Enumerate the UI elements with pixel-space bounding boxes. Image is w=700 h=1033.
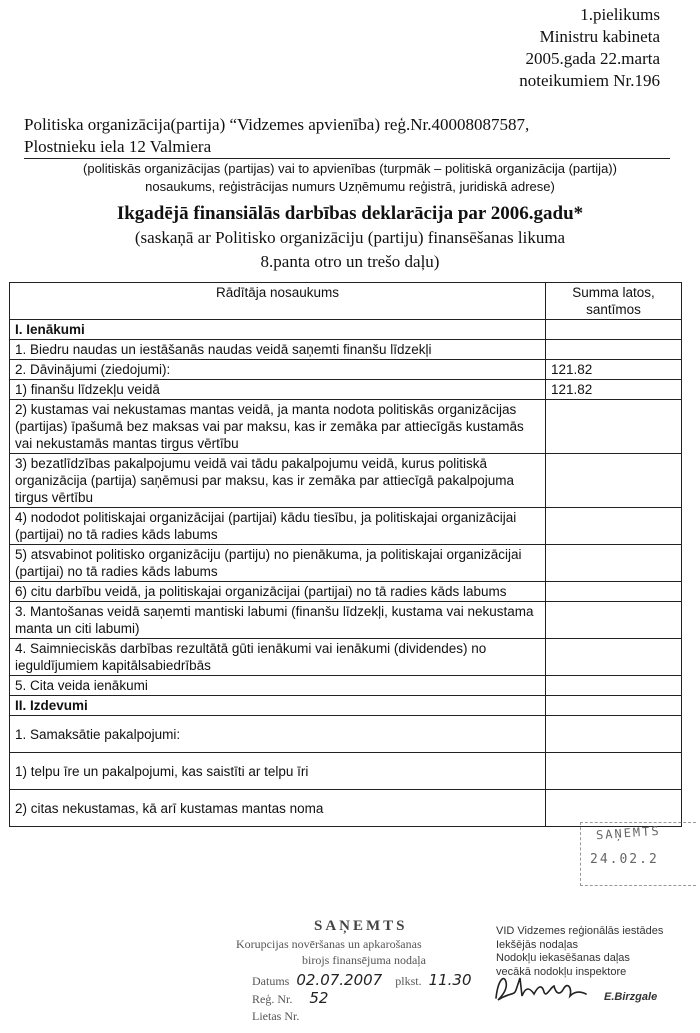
row-label: 2) citas nekustamas, kā arī kustamas mantas noma <box>10 790 546 827</box>
row-label: 1) telpu īre un pakalpojumi, kas saistīti ar telpu īri <box>10 753 546 790</box>
stamp-time-label: plkst. <box>395 974 422 988</box>
row-label: 1) finanšu līdzekļu veidā <box>10 380 546 400</box>
row-value <box>546 676 682 696</box>
stamp-line: Korupcijas novēršanas un apkarošanas <box>236 937 422 951</box>
stamp-date-label: Datums <box>252 974 290 988</box>
table-row <box>10 582 682 602</box>
row-label: 2) kustamas vai nekustamas mantas veidā, ja manta nodota politiskās organizācijas (partijas) īpašumā bez maksas vai par maksu, kas ir zemāka par attiecīgās kustamās vai nekustamās mantas tirgus vērtību <box>10 400 546 454</box>
row-value <box>546 508 682 545</box>
row-label: 1. Biedru naudas un iestāšanās naudas veidā saņemti finanšu līdzekļi <box>10 340 546 360</box>
row-label: 6) citu darbību veidā, ja politiskajai organizācijai (partijai) no tā radies kāds labums <box>10 582 546 602</box>
row-label: II. Izdevumi <box>10 696 546 716</box>
row-value: 121.82 <box>546 380 682 400</box>
row-value: 121.82 <box>546 360 682 380</box>
stamp-date-value: 02.07.2007 <box>296 971 383 989</box>
row-label: I. Ienākumi <box>10 320 546 340</box>
header-indicator-name: Rādītāja nosaukums <box>10 283 546 320</box>
table-row <box>10 400 682 454</box>
row-label: 3. Mantošanas veidā saņemti mantiski labumi (finanšu līdzekļi, kustama vai nekustama manta un citi labumi) <box>10 602 546 639</box>
stamp-head: SAŅEMTS <box>314 918 408 934</box>
table-row <box>10 696 682 716</box>
stamp-word: SAŅEMTS <box>595 823 661 843</box>
table-row <box>10 380 682 400</box>
row-value <box>546 340 682 360</box>
received-stamp-top-right <box>560 822 700 892</box>
table-row <box>10 676 682 696</box>
organization-address: Plostnieku iela 12 Valmiera <box>24 136 215 159</box>
annex-line: 1.pielikums <box>580 5 660 24</box>
declaration-title: Ikgadējā finansiālās darbības deklarācija par 2006.gadu* <box>116 203 584 224</box>
table-row <box>10 360 682 380</box>
row-value <box>546 696 682 716</box>
header-sum-line: santīmos <box>586 302 641 317</box>
subtitle-line: (saskaņā ar Politisko organizāciju (partiju) finansēšanas likuma <box>134 228 566 247</box>
table-row <box>10 545 682 582</box>
handwritten-signature <box>490 968 600 1008</box>
row-label: 1. Samaksātie pakalpojumi: <box>10 716 546 753</box>
row-label: 4) nododot politiskajai organizācijai (partijai) kādu tiesību, ja politiskajai organizācijai (partijai) no tā radies kāds labums <box>10 508 546 545</box>
row-label: 3) bezatlīdzības pakalpojumu veidā vai tādu pakalpojumu veidā, kurus politiskā organizācija (partija) saņēmusi par maksu, kas ir zemāka par attiecīgā pakalpojuma tirgus vērtību <box>10 454 546 508</box>
row-value <box>546 454 682 508</box>
row-label: 5) atsvabinot politisko organizāciju (partiju) no pienākuma, ja politiskajai organizācijai (partijai) no tā radies kāds labums <box>10 545 546 582</box>
row-label: 5. Cita veida ienākumi <box>10 676 546 696</box>
row-value <box>546 790 682 827</box>
row-label: 4. Saimnieciskās darbības rezultātā gūti ienākumi vai ienākumi (dividendes) no ieguldījumiem kapitālsabiedrībās <box>10 639 546 676</box>
table-row <box>10 753 682 790</box>
organization-note <box>0 160 700 196</box>
received-stamp-center <box>222 918 480 1028</box>
stamp-time-value: 11.30 <box>428 971 472 989</box>
table-row <box>10 508 682 545</box>
stamp-date-row <box>252 972 472 990</box>
table-row <box>10 320 682 340</box>
row-value <box>546 400 682 454</box>
stamp-reg-label: Reģ. Nr. <box>252 992 293 1006</box>
table-row <box>10 639 682 676</box>
header-sum-line: Summa latos, <box>572 285 655 300</box>
stamp-line: Nodokļu iekasēšanas daļas <box>496 952 630 964</box>
annex-line: noteikumiem Nr.196 <box>519 71 660 90</box>
row-label: 2. Dāvinājumi (ziedojumi): <box>10 360 546 380</box>
row-value <box>546 716 682 753</box>
organization-note-line: (politiskās organizācijas (partijas) vai to apvienības (turpmāk – politiskā organizācija (partija)) <box>83 161 617 176</box>
table-row <box>10 602 682 639</box>
annex-line: Ministru kabineta <box>539 27 660 46</box>
inspector-name: E.Birzgale <box>604 991 658 1003</box>
row-value <box>546 320 682 340</box>
subtitle-line: 8.panta otro un trešo daļu) <box>260 252 440 271</box>
table-row <box>10 454 682 508</box>
stamp-line: birojs finansējuma nodaļa <box>302 953 426 967</box>
stamp-line: VID Vidzemes reģionālās iestādes <box>496 925 664 937</box>
table-row <box>10 790 682 827</box>
stamp-reg-value: 52 <box>309 989 329 1007</box>
row-value <box>546 582 682 602</box>
row-value <box>546 602 682 639</box>
header-sum <box>546 283 682 320</box>
stamp-line: vecākā nodokļu inspektore <box>496 965 627 978</box>
organization-details <box>24 114 674 159</box>
table-row <box>10 716 682 753</box>
stamp-date: 24.02.2 <box>590 852 659 867</box>
row-value <box>546 639 682 676</box>
stamp-case-row <box>252 1008 299 1025</box>
organization-name: Politiska organizācija(partija) “Vidzemes apvienība) reģ.Nr.40008087587, <box>24 115 530 134</box>
table-row <box>10 340 682 360</box>
declaration-table <box>9 282 682 827</box>
stamp-case-label: Lietas Nr. <box>252 1009 300 1023</box>
organization-note-line: nosaukums, reģistrācijas numurs Uzņēmumu reģistrā, juridiskā adrese) <box>145 179 555 194</box>
row-value <box>546 545 682 582</box>
declaration-subtitle <box>0 226 700 274</box>
table-header-row <box>10 283 682 320</box>
stamp-line: Iekšējās nodaļas <box>496 938 578 951</box>
annex-line: 2005.gada 22.marta <box>525 49 660 68</box>
stamp-reg-row <box>252 990 328 1008</box>
annex-reference <box>519 4 660 92</box>
row-value <box>546 753 682 790</box>
